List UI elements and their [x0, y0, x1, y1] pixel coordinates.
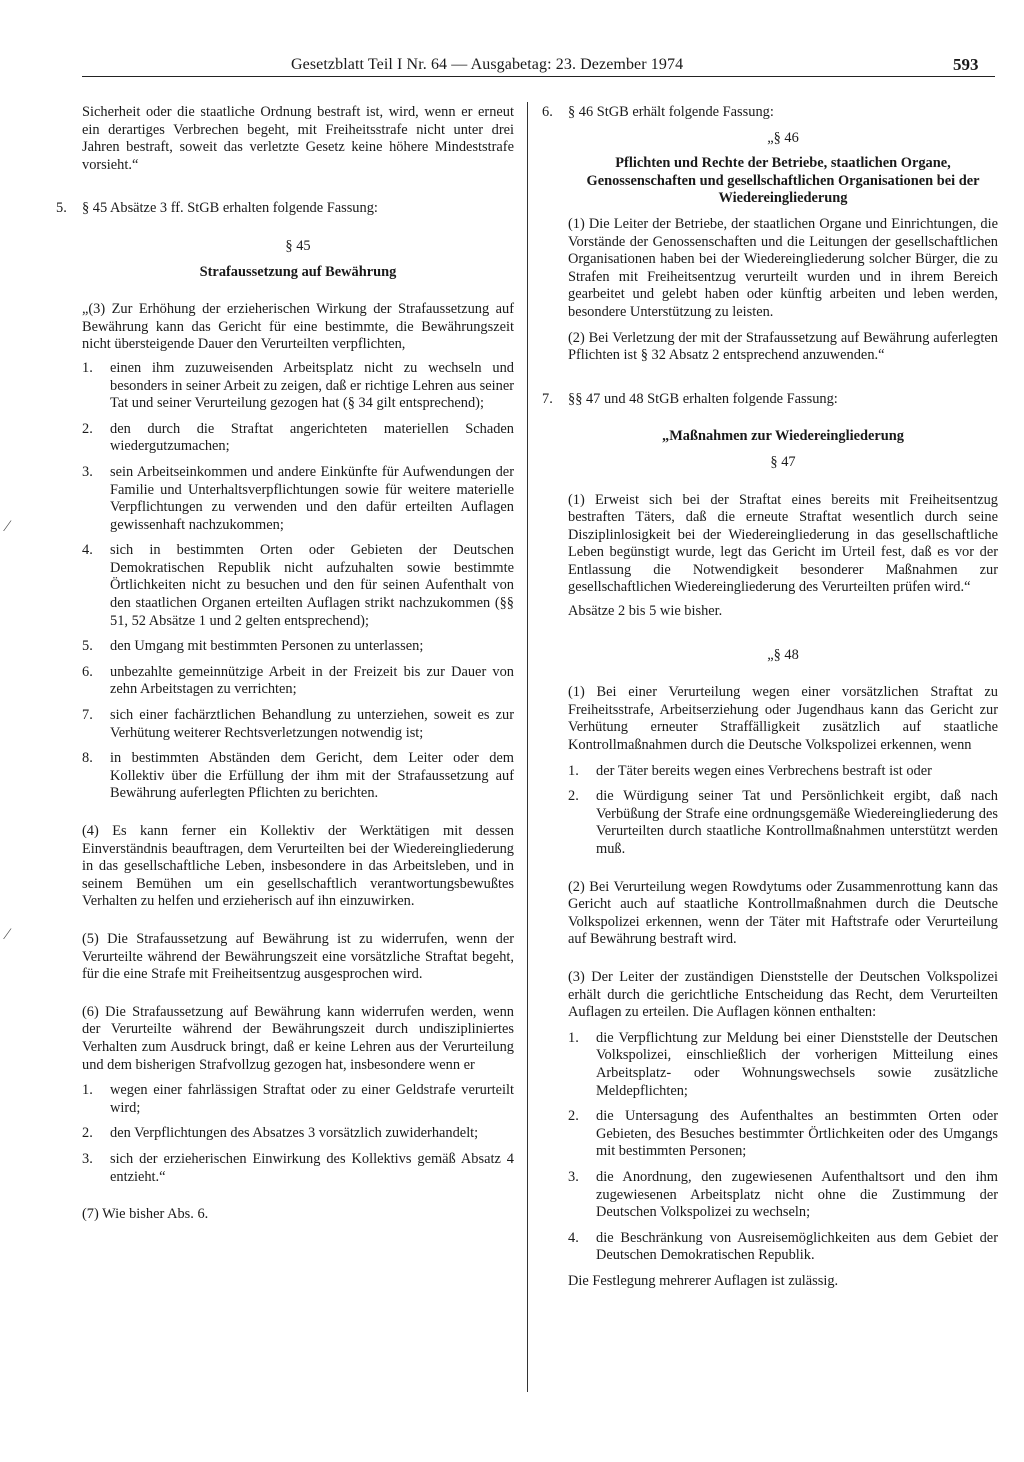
- paragraph-7: (7) Wie bisher Abs. 6.: [82, 1206, 209, 1223]
- margin-tick-mark: ⁄: [6, 926, 9, 943]
- right-column: [542, 104, 998, 1290]
- list-item: 2. den Verpflichtungen des Absatzes 3 vorsätzlich zuwiderhandelt;: [82, 1125, 479, 1142]
- section-48-paragraph-3-intro: (3) Der Leiter der zuständigen Dienststelle der Deutschen Volkspolizei erhält durch die gerichtliche Entscheidung das Recht, dem Verurteilten Auflagen zu erteilen. Die Auflagen können enthalten:: [568, 968, 998, 1021]
- paragraph-4: (4) Es kann ferner ein Kollektiv der Werktätigen mit dessen Einverständnis beauftragen, dem Verurteilten bei der Wiedereingliederung in das gesellschaftliche Leben, insbesondere in das Arbeitsleben, und in seinem Bemühen um ein gesellschaftlich verantwortungsbewußtes Verhalten zu helfen und erzieherisch auf ihn einzuwirken.: [82, 823, 514, 910]
- section-45-heading: § 45: [285, 237, 311, 254]
- list-item: 4. sich in bestimmten Orten oder Gebieten der Deutschen Demokratischen Republik nicht aufzuhalten sowie bestimmte Örtlichkeiten nicht zu besuchen und den für seinen Aufenthalt von den staatlichen Organen erteilten Auflagen strikt nachzukommen (§§ 51, 52 Absätze 1 und 2 gelten entsprechend);: [82, 542, 514, 629]
- section-46-paragraph-1: (1) Die Leiter der Betriebe, der staatlichen Organe und Einrichtungen, die Vorstände der Genossenschaften und die Leitungen der gesellschaftlichen Organisationen haben bei der Wiedereingliederung solcher Bürger, die zu Strafen mit Freiheitsentzug verurteilt wurden und in ihrem Bereich gearbeitet und gelebt haben oder künftig arbeiten und leben werden, besondere Unterstützung zu leisten.: [568, 215, 998, 320]
- section-48-heading: „§ 48: [767, 646, 799, 663]
- item-text: §§ 47 und 48 StGB erhalten folgende Fassung:: [568, 390, 838, 407]
- list-item: 4. die Beschränkung von Ausreisemöglichkeiten aus dem Gebiet der Deutschen Demokratischen Republik.: [568, 1229, 998, 1264]
- amendment-item-6: [542, 104, 998, 122]
- continuation-paragraph: Sicherheit oder die staatliche Ordnung bestraft ist, wird, wenn er erneut ein derartiges Verbrechen begeht, mit Freiheitsstrafe nicht unter drei Jahren bestraft, soweit das verletzte Gesetz keine höhere Mindeststrafe vorsieht.“: [82, 104, 514, 173]
- left-column: [56, 104, 514, 1224]
- item-number: 7.: [542, 390, 553, 407]
- section-47-remainder: Absätze 2 bis 5 wie bisher.: [568, 603, 723, 620]
- section-45-title: Strafaussetzung auf Bewährung: [199, 263, 397, 280]
- list-item: 5. den Umgang mit bestimmten Personen zu unterlassen;: [82, 638, 424, 655]
- amendment-item-5: [56, 200, 514, 218]
- item-text: § 45 Absätze 3 ff. StGB erhalten folgende Fassung:: [82, 200, 378, 217]
- header-rule: [82, 76, 995, 77]
- list-item: 6. unbezahlte gemeinnützige Arbeit in der Freizeit bis zur Dauer von zehn Arbeitstagen zu verrichten;: [82, 663, 514, 698]
- paragraph-3-intro: „(3) Zur Erhöhung der erzieherischen Wirkung der Strafaussetzung auf Bewährung kann das Gericht für eine bestimmte, die Bewährungszeit nicht übersteigende Dauer den Verurteilten verpflichten,: [82, 301, 514, 353]
- list-item: 3. die Anordnung, den zugewiesenen Aufenthaltsort und den ihm zugewiesenen Arbeitsplatz nicht ohne die Zustimmung der Deutschen Volkspolizei zu wechseln;: [568, 1168, 998, 1221]
- list-item: 2. die Untersagung des Aufenthaltes an bestimmten Orten oder Gebieten, des Besuches bestimmter Örtlichkeiten oder des Umgangs mit bestimmten Personen;: [568, 1108, 998, 1160]
- page-number: 593: [953, 55, 979, 74]
- section-47-heading: § 47: [770, 453, 796, 470]
- column-divider: [527, 102, 528, 1392]
- header-title: Gesetzblatt Teil I Nr. 64 — Ausgabetag: 23. Dezember 1974: [291, 56, 684, 73]
- amendment-item-7: [542, 391, 998, 409]
- paragraph-6-intro: (6) Die Strafaussetzung auf Bewährung kann widerrufen werden, wenn der Verurteilte während der Bewährungszeit durch undiszipliniertes Verhalten zum Ausdruck bringt, daß er keine Lehren aus der Verurteilung und dem bisherigen Strafvollzug gezogen hat, insbesondere wenn er: [82, 1003, 514, 1073]
- section-46-heading: „§ 46: [767, 129, 799, 146]
- list-item: 2. den durch die Straftat angerichteten materiellen Schaden wiedergutzumachen;: [82, 420, 514, 455]
- list-item: 3. sich der erzieherischen Einwirkung des Kollektivs gemäß Absatz 4 entzieht.“: [82, 1150, 514, 1185]
- list-item: 8. in bestimmten Abständen dem Gericht, dem Leiter oder dem Kollektiv über die Erfüllung der ihm mit der Strafaussetzung auf Bewährung auferlegten Pflichten zu berichten.: [82, 750, 514, 802]
- paragraph-5: (5) Die Strafaussetzung auf Bewährung ist zu widerrufen, wenn der Verurteilte während der Bewährungszeit eine vorsätzliche Straftat begeht, für die eine Strafe mit Freiheitsentzug ausgesprochen wird.: [82, 930, 514, 983]
- item-number: 5.: [56, 200, 67, 217]
- item-number: 6.: [542, 104, 553, 120]
- list-item: 7. sich einer fachärztlichen Behandlung zu unterziehen, soweit es zur Verhütung weiterer Rechtsverletzungen notwendig ist;: [82, 707, 514, 741]
- item-text: § 46 StGB erhält folgende Fassung:: [568, 104, 774, 120]
- list-item: 3. sein Arbeitseinkommen und andere Einkünfte für Aufwendungen der Familie und Unterhaltsverpflichtungen sowie für weitere materielle Verpflichtungen zu verwenden und den dafür erteilten Auflagen gewissenhaft nachzukommen;: [82, 463, 514, 533]
- section-46-paragraph-2: (2) Bei Verletzung der mit der Strafaussetzung auf Bewährung auferlegten Pflichten ist § 32 Absatz 2 entsprechend anzuwenden.“: [568, 329, 998, 364]
- section-48-paragraph-1-intro: (1) Bei einer Verurteilung wegen einer vorsätzlichen Straftat zu Freiheitsstrafe, Arbeitserziehung oder Jugendhaus kann das Gericht zur Verhütung erneuter Straffälligkeit zusätzlich auf staatliche Kontrollmaßnahmen durch die Deutsche Volkspolizei erkennen, wenn: [568, 684, 998, 754]
- section-47-title: „Maßnahmen zur Wiedereingliederung: [662, 428, 904, 445]
- list-item: 2. die Würdigung seiner Tat und Persönlichkeit ergibt, daß nach Verbüßung der Strafe eine ordnungsgemäße Wiedereingliederung des Verurteilten durch staatliche Kontrollmaßnahmen unterstützt werden muß.: [568, 788, 998, 857]
- list-item: 1. die Verpflichtung zur Meldung bei einer Dienststelle der Deutschen Volkspolizei, einschließlich der vorherigen Mitteilung eines Arbeitsplatz- oder Wohnungswechsels sowie zusätzliche Meldepflichten;: [568, 1029, 998, 1099]
- margin-tick-mark: ⁄: [6, 518, 9, 535]
- section-48-paragraph-2: (2) Bei Verurteilung wegen Rowdytums oder Zusammenrottung kann das Gericht auch auf staatliche Kontrollmaßnahmen durch die Deutsche Volkspolizei erkennen, wenn der Täter mit Haftstrafe oder Verurteilung auf Bewährung bestraft wird.: [568, 878, 998, 948]
- list-item: 1. wegen einer fahrlässigen Straftat oder zu einer Geldstrafe verurteilt wird;: [82, 1082, 514, 1116]
- section-48-closing: Die Festlegung mehrerer Auflagen ist zulässig.: [568, 1272, 839, 1289]
- list-item: 1. einen ihm zuzuweisenden Arbeitsplatz nicht zu wechseln und besonders in seiner Arbeit zu zeigen, daß er richtige Lehren aus seiner Tat und seiner Verurteilung gezogen hat (§ 34 gilt entsprechend);: [82, 359, 514, 412]
- section-46-title: Pflichten und Rechte der Betriebe, staatlichen Organe, Genossenschaften und gesellschaftlichen Organisationen bei der Wiedereingliederung: [586, 155, 980, 207]
- section-47-paragraph-1: (1) Erweist sich bei der Straftat eines bereits mit Freiheitsentzug bestraften Täters, daß die erneute Straftat wesentlich durch seine Disziplinlosigkeit bei der Wiedereingliederung in das gesellschaftliche Leben begünstigt wurde, legt das Gericht im Urteil fest, daß es vor der Entlassung die Notwendigkeit besonderer Maßnahmen zur gesellschaftlichen Wiedereingliederung des Verurteilten prüfen wird.“: [568, 491, 998, 596]
- list-item: 1. der Täter bereits wegen eines Verbrechens bestraft ist oder: [568, 762, 932, 779]
